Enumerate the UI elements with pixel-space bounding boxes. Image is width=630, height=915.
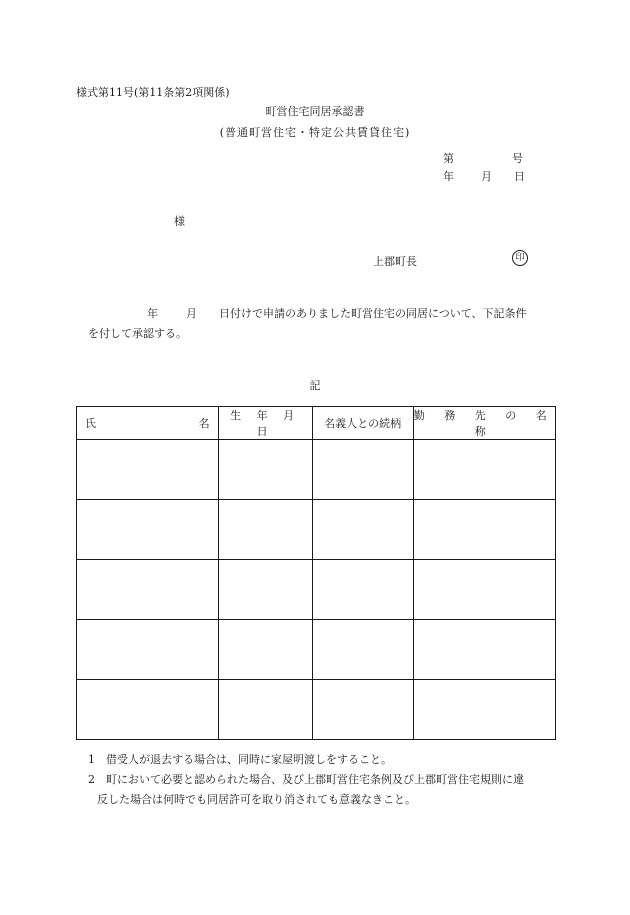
header-workplace: 勤 務 先 の 名 称 (413, 407, 555, 440)
header-name (77, 407, 219, 440)
table-row (77, 680, 556, 740)
name-cell[interactable] (77, 500, 219, 560)
note-1: 1 借受人が退去する場合は、同時に家屋明渡しをすること。 (88, 753, 392, 766)
header-name-right: 名 (198, 417, 210, 430)
doc-number-prefix: 第 (443, 152, 454, 165)
name-cell[interactable] (77, 620, 219, 680)
birthdate-cell[interactable] (218, 440, 312, 500)
workplace-cell[interactable] (413, 620, 555, 680)
name-cell[interactable] (77, 440, 219, 500)
doc-number-suffix: 号 (512, 152, 523, 165)
name-cell[interactable] (77, 680, 219, 740)
body-text-line2: を付して承認する。 (88, 327, 187, 340)
note-2-continued: 反した場合は何時でも同居許可を取り消されても意義なきこと。 (97, 793, 416, 806)
workplace-cell[interactable] (413, 440, 555, 500)
body-month-label: 月 (186, 307, 197, 320)
table-row (77, 500, 556, 560)
ki-heading: 記 (309, 379, 321, 392)
document-title: 町営住宅同居承認書 (265, 105, 365, 118)
seal-mark: 印 (512, 250, 528, 266)
date-month-label: 月 (481, 170, 492, 183)
body-text-line1: 日付けで申請のありました町営住宅の同居について、下記条件 (219, 307, 527, 320)
table-row (77, 620, 556, 680)
table-row (77, 440, 556, 500)
issuer-name: 上郡町長 (373, 255, 417, 268)
date-year-label: 年 (443, 170, 454, 183)
header-relation: 名義人との続柄 (312, 407, 413, 440)
workplace-cell[interactable] (413, 560, 555, 620)
addressee-honorific: 様 (174, 215, 185, 228)
header-birthdate: 生 年 月 日 (218, 407, 312, 440)
birthdate-cell[interactable] (218, 560, 312, 620)
relation-cell[interactable] (312, 620, 413, 680)
note-2: 2 町において必要と認められた場合、及び上郡町営住宅条例及び上郡町営住宅規則に違 (88, 773, 524, 786)
relation-cell[interactable] (312, 500, 413, 560)
header-name-left: 氏 (85, 417, 96, 430)
body-year-label: 年 (147, 307, 158, 320)
birthdate-cell[interactable] (218, 500, 312, 560)
birthdate-cell[interactable] (218, 620, 312, 680)
workplace-cell[interactable] (413, 680, 555, 740)
date-day-label: 日 (514, 170, 525, 183)
document-subtitle: (普通町営住宅・特定公共賃貸住宅) (219, 126, 411, 139)
form-number-label: 様式第11号(第11条第2項関係) (76, 86, 230, 99)
birthdate-cell[interactable] (218, 680, 312, 740)
relation-cell[interactable] (312, 440, 413, 500)
cohabitant-table (76, 406, 556, 740)
relation-cell[interactable] (312, 560, 413, 620)
table-row (77, 560, 556, 620)
name-cell[interactable] (77, 560, 219, 620)
relation-cell[interactable] (312, 680, 413, 740)
table-header-row (77, 407, 556, 440)
workplace-cell[interactable] (413, 500, 555, 560)
